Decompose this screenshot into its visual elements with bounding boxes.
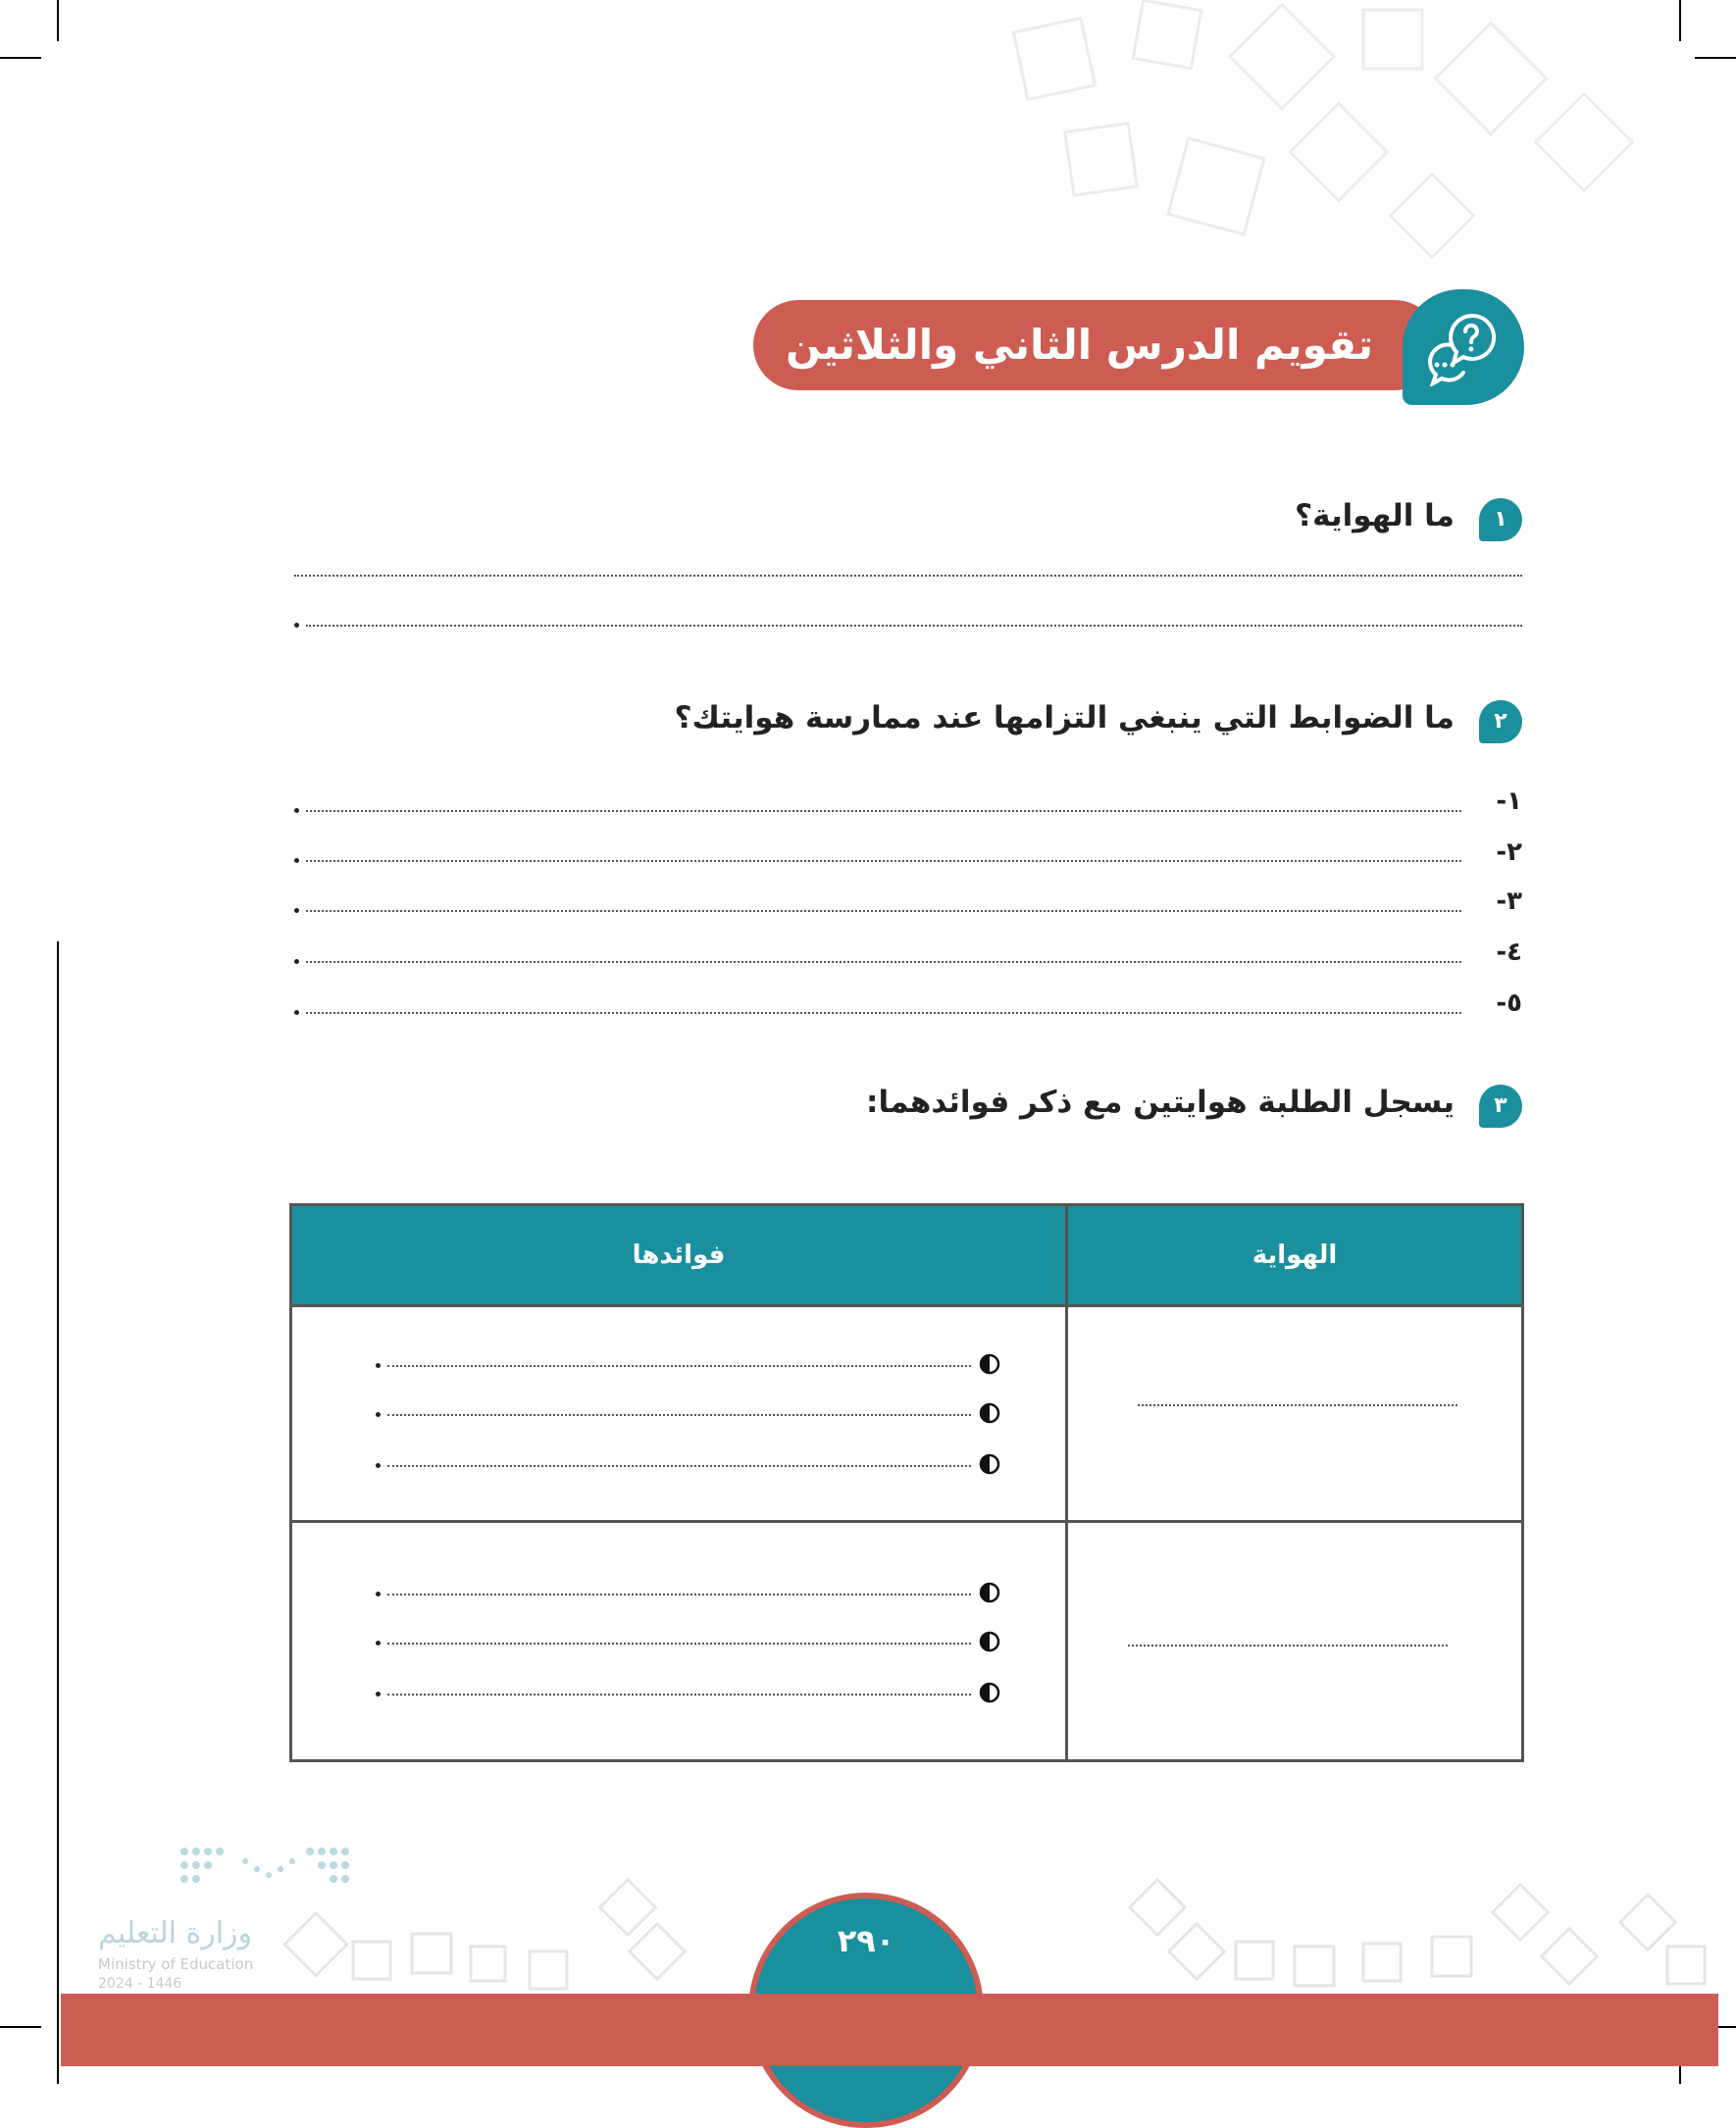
table-divider (292, 1520, 1521, 1523)
line-end-dot (294, 808, 299, 813)
ministry-name-english: Ministry of Education (98, 1955, 254, 1973)
answer-line[interactable] (306, 860, 1461, 862)
answer-line[interactable] (306, 1012, 1461, 1014)
answer-line[interactable] (306, 810, 1461, 812)
bullet-icon (979, 1353, 1000, 1375)
hobby-answer-line[interactable] (1138, 1404, 1457, 1406)
benefit-answer-line[interactable] (387, 1694, 971, 1696)
line-end-dot (376, 1692, 381, 1697)
footer-band (61, 1994, 1718, 2066)
page-number: ٢٩٠ (837, 1922, 895, 1959)
line-end-dot (376, 1412, 381, 1417)
question-number-badge: ١ (1479, 498, 1522, 541)
page-title: تقويم الدرس الثاني والثلاثين (786, 321, 1373, 369)
list-number: ٣- (1496, 887, 1522, 916)
question-number-badge: ٣ (1479, 1085, 1522, 1128)
decorative-pattern-top (981, 0, 1736, 265)
answer-line[interactable] (306, 625, 1522, 627)
table-divider (1065, 1206, 1068, 1759)
decorative-pattern-bottom (275, 1863, 1716, 1996)
line-end-dot (376, 1592, 381, 1596)
ministry-name-arabic: وزارة التعليم (98, 1916, 253, 1951)
benefit-answer-line[interactable] (387, 1643, 971, 1645)
hobby-answer-line[interactable] (1128, 1645, 1448, 1647)
bullet-icon (979, 1682, 1000, 1703)
answer-line[interactable] (306, 910, 1461, 912)
answer-line[interactable] (306, 961, 1461, 963)
bullet-icon (979, 1631, 1000, 1652)
list-number: ٥- (1496, 988, 1522, 1018)
benefit-answer-line[interactable] (387, 1594, 971, 1596)
benefit-answer-line[interactable] (387, 1465, 971, 1467)
title-badge (1403, 289, 1524, 405)
question-number-badge: ٢ (1479, 700, 1522, 743)
crop-mark (1679, 0, 1681, 41)
table-header-benefits: فوائدها (632, 1241, 726, 1270)
benefit-answer-line[interactable] (387, 1365, 971, 1367)
line-end-dot (376, 1463, 381, 1468)
question-chat-icon (1424, 308, 1503, 386)
crop-mark (57, 0, 59, 41)
bullet-icon (979, 1402, 1000, 1424)
ministry-logo-dots (177, 1844, 353, 1893)
table-header-hobby: الهواية (1251, 1241, 1338, 1270)
question-text: يسجل الطلبة هوايتين مع ذكر فوائدهما: (866, 1085, 1455, 1120)
benefit-answer-line[interactable] (387, 1414, 971, 1416)
question-text: ما الضوابط التي ينبغي التزامها عند ممارسة هوايتك؟ (674, 700, 1455, 735)
bullet-icon (979, 1582, 1000, 1603)
line-end-dot (294, 908, 299, 913)
line-end-dot (376, 1641, 381, 1646)
bullet-icon (979, 1453, 1000, 1475)
line-end-dot (294, 1010, 299, 1015)
crop-mark (0, 57, 41, 59)
list-number: ٤- (1496, 937, 1522, 967)
crop-mark (1695, 57, 1736, 59)
question-text: ما الهواية؟ (1295, 498, 1455, 533)
edition-year: 2024 - 1446 (98, 1976, 182, 1992)
list-number: ٢- (1496, 837, 1522, 867)
line-end-dot (376, 1363, 381, 1368)
binding-line (57, 941, 59, 2084)
line-end-dot (294, 623, 299, 628)
line-end-dot (294, 959, 299, 964)
line-end-dot (294, 858, 299, 863)
crop-mark (0, 2026, 41, 2028)
hobbies-table (289, 1203, 1524, 1762)
table-divider (292, 1304, 1521, 1307)
answer-line[interactable] (294, 575, 1522, 577)
list-number: ١- (1496, 786, 1522, 816)
